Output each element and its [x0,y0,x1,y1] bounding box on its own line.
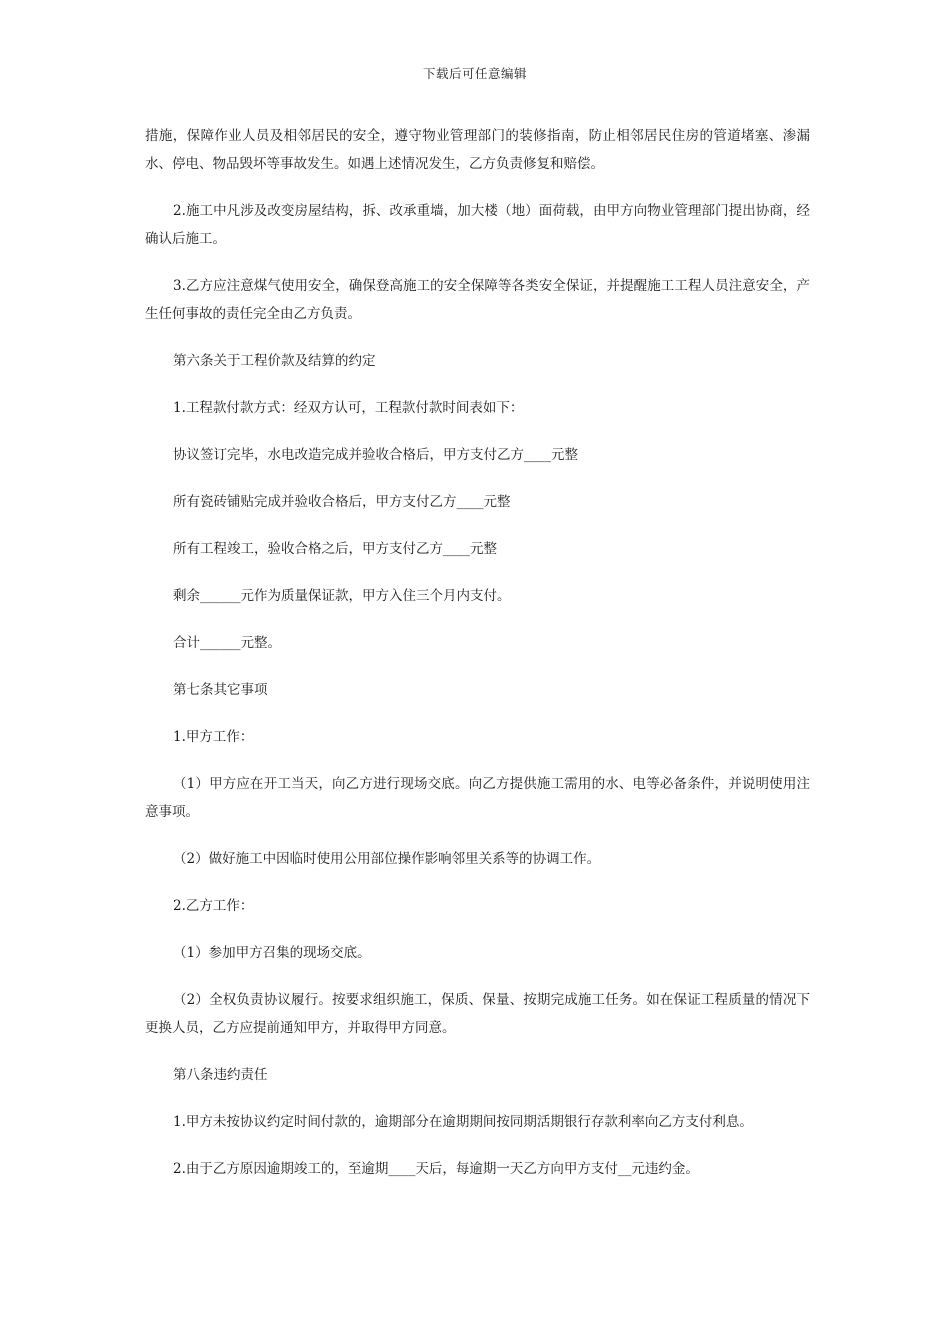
payment-total: 合计______元整。 [173,635,281,651]
breach-item-1: 1.甲方未按协议约定时间付款的，逾期部分在逾期期间按同期活期银行存款利率向乙方支付利息。 [173,1114,753,1130]
section-heading-article-6: 第六条关于工程价款及结算的约定 [173,353,376,369]
party-a-item-2: （2）做好施工中因临时使用公用部位操作影响邻里关系等的协调工作。 [173,851,601,867]
section-heading-article-7: 第七条其它事项 [173,682,268,698]
party-b-item-2: （2）全权负责协议履行。按要求组织施工，保质、保量、按期完成施工任务。如在保证工程质量的情况下更换人员，乙方应提前通知甲方，并取得甲方同意。 [145,992,810,1036]
page-header: 下载后可任意编辑 [422,66,527,81]
document-body [145,122,810,1202]
section-heading-article-8: 第八条违约责任 [173,1067,268,1083]
payment-item-4: 剩余______元作为质量保证款，甲方入住三个月内支付。 [173,588,511,604]
party-a-item-1: （1）甲方应在开工当天，向乙方进行现场交底。向乙方提供施工需用的水、电等必备条件，并说明使用注意事项。 [145,776,810,820]
payment-item-1: 协议签订完毕，水电改造完成并验收合格后，甲方支付乙方____元整 [173,447,578,463]
paragraph-continuation: 措施，保障作业人员及相邻居民的安全，遵守物业管理部门的装修指南，防止相邻居民住房的管道堵塞、渗漏水、停电、物品毁坏等事故发生。如遇上述情况发生，乙方负责修复和赔偿。 [145,128,810,172]
paragraph-clause-5-3: 3.乙方应注意煤气使用安全，确保登高施工的安全保障等各类安全保证，并提醒施工工程人员注意安全，产生任何事故的责任完全由乙方负责。 [145,278,810,322]
payment-item-3: 所有工程竣工，验收合格之后，甲方支付乙方____元整 [173,541,497,557]
paragraph-clause-5-2: 2.施工中凡涉及改变房屋结构，拆、改承重墙，加大楼（地）面荷载，由甲方向物业管理部门提出协商，经确认后施工。 [145,203,810,247]
breach-item-2: 2.由于乙方原因逾期竣工的，至逾期____天后，每逾期一天乙方向甲方支付__元违约金。 [173,1161,699,1177]
payment-item-2: 所有瓷砖铺贴完成并验收合格后，甲方支付乙方____元整 [173,494,511,510]
subheading-party-b-work: 2.乙方工作： [173,898,254,914]
party-b-item-1: （1）参加甲方召集的现场交底。 [173,945,371,961]
paragraph-payment-method: 1.工程款付款方式：经双方认可，工程款付款时间表如下： [173,400,524,416]
subheading-party-a-work: 1.甲方工作： [173,729,254,745]
